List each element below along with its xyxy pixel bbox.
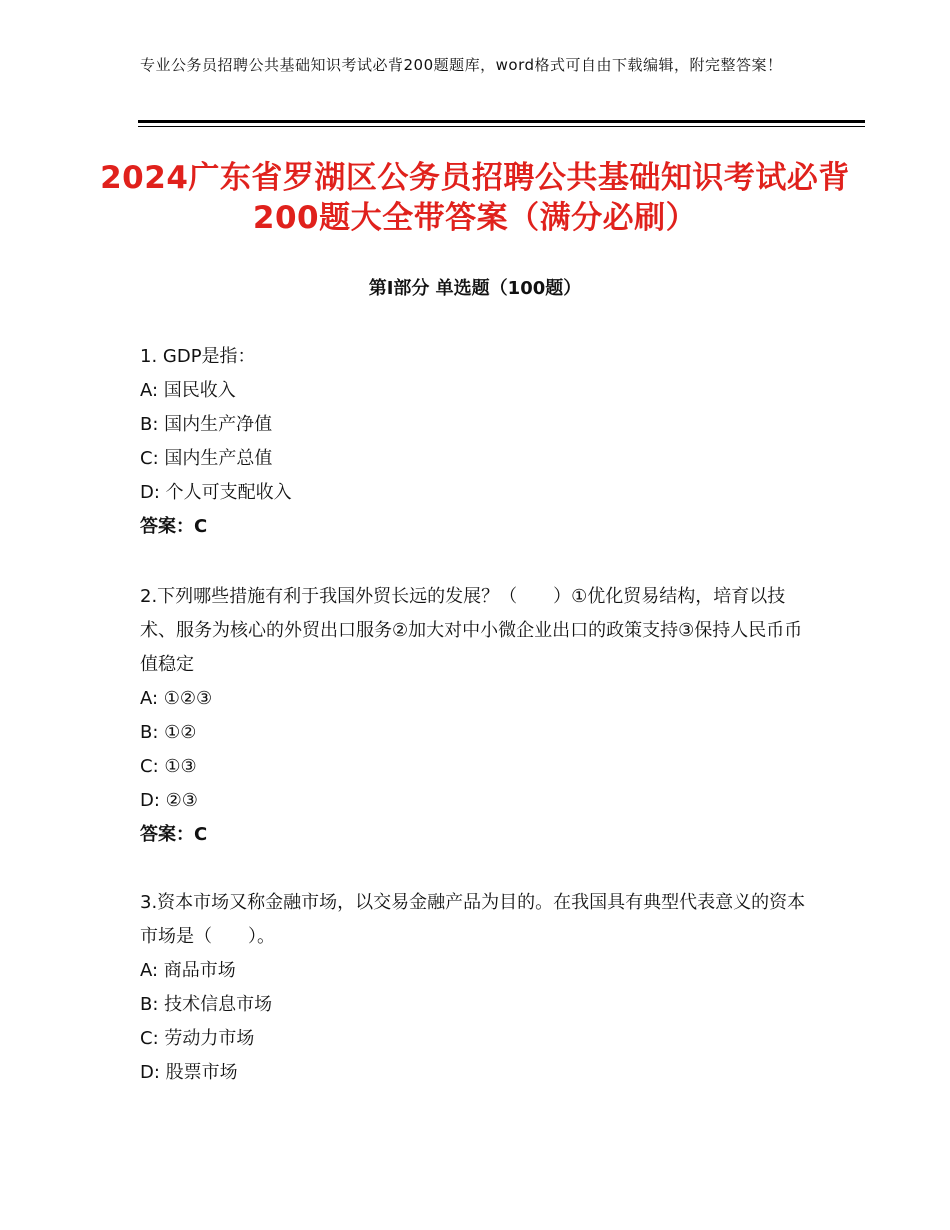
option-b: B: 技术信息市场	[140, 994, 273, 1015]
option-d: D: 股票市场	[140, 1062, 238, 1083]
question-1	[140, 340, 810, 544]
option-d: D: ②③	[140, 790, 198, 811]
option-a: A: 商品市场	[140, 960, 236, 981]
document-title: 2024广东省罗湖区公务员招聘公共基础知识考试必背200题大全带答案（满分必刷）	[100, 160, 850, 236]
answer-line: 答案：C	[140, 824, 208, 845]
option-b: B: 国内生产净值	[140, 414, 273, 435]
question-stem: 3.资本市场又称金融市场，以交易金融产品为目的。在我国具有典型代表意义的资本市场是（ ）。	[140, 892, 806, 947]
option-c: C: 劳动力市场	[140, 1028, 255, 1049]
question-stem: 1. GDP是指：	[140, 346, 256, 367]
option-c: C: 国内生产总值	[140, 448, 273, 469]
option-a: A: ①②③	[140, 688, 213, 709]
option-a: A: 国民收入	[140, 380, 236, 401]
header-divider-thick	[138, 120, 865, 123]
question-2	[140, 580, 810, 852]
question-3	[140, 886, 810, 1090]
header-note: 专业公务员招聘公共基础知识考试必背200题题库，word格式可自由下载编辑，附完整答案！	[140, 56, 783, 74]
answer-line: 答案：C	[140, 516, 208, 537]
question-stem: 2.下列哪些措施有利于我国外贸长远的发展？（ ）①优化贸易结构，培育以技术、服务为核心的外贸出口服务②加大对中小微企业出口的政策支持③保持人民币币值稳定	[140, 586, 803, 675]
option-d: D: 个人可支配收入	[140, 482, 292, 503]
option-c: C: ①③	[140, 756, 197, 777]
section-heading: 第Ⅰ部分 单选题（100题）	[368, 278, 582, 299]
option-b: B: ①②	[140, 722, 197, 743]
header-divider-thin	[138, 126, 865, 127]
